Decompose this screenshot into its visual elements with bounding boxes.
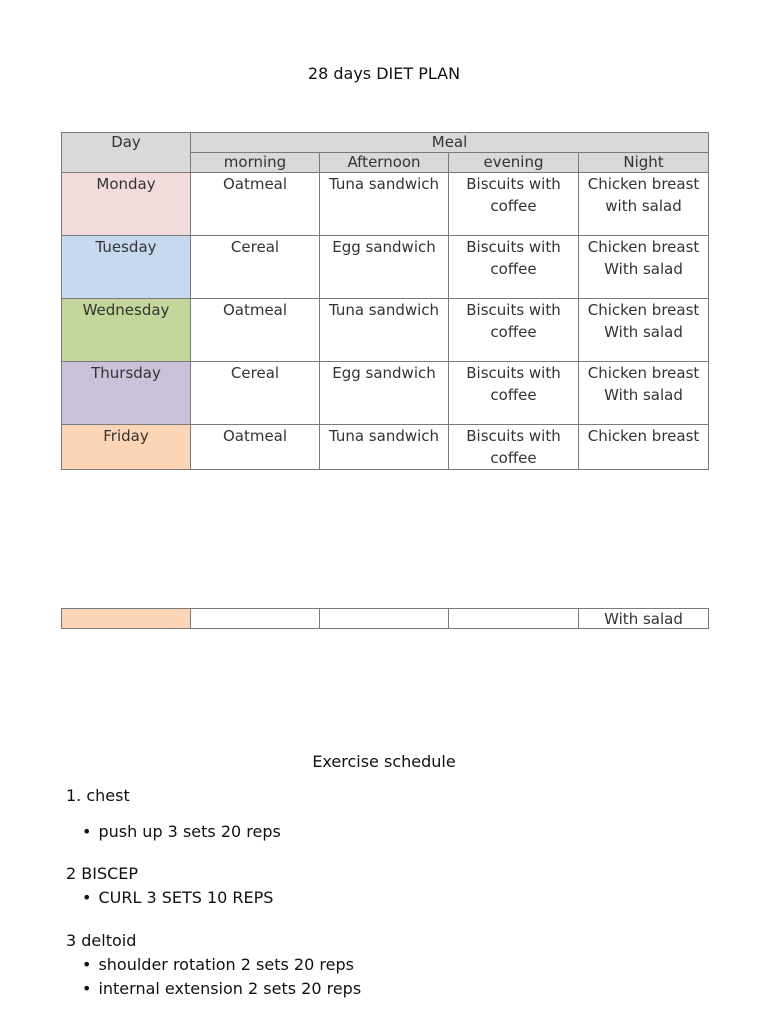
diet-plan-table-continuation <box>61 608 709 629</box>
meal-cell: Chicken breast With salad <box>579 236 709 299</box>
meal-cell <box>449 609 579 629</box>
page-title: 28 days DIET PLAN <box>307 64 461 83</box>
meal-cell: Chicken breast <box>579 425 709 470</box>
day-cell: Thursday <box>62 362 191 425</box>
meal-cell: Biscuits with coffee <box>449 236 579 299</box>
meal-cell: Tuna sandwich <box>320 173 449 236</box>
meal-cell: Biscuits with coffee <box>449 173 579 236</box>
meal-cell: Tuna sandwich <box>320 425 449 470</box>
day-cell: Monday <box>62 173 191 236</box>
column-header-evening: evening <box>449 153 579 173</box>
exercise-schedule-title: Exercise schedule <box>312 752 456 771</box>
meal-cell: Oatmeal <box>191 425 320 470</box>
day-header: Day <box>62 133 191 173</box>
meal-cell: Chicken breast with salad <box>579 173 709 236</box>
table-row-tuesday <box>62 236 709 299</box>
day-cell <box>62 609 191 629</box>
meal-cell: With salad <box>579 609 709 629</box>
meal-cell: Chicken breast With salad <box>579 299 709 362</box>
deltoid-list <box>82 953 361 1001</box>
list-item: • shoulder rotation 2 sets 20 reps <box>82 953 361 977</box>
section-heading-chest: 1. chest <box>66 786 130 805</box>
table-row-thursday <box>62 362 709 425</box>
meal-cell: Oatmeal <box>191 299 320 362</box>
column-header-night: Night <box>579 153 709 173</box>
meal-cell: Oatmeal <box>191 173 320 236</box>
bicep-list <box>82 886 273 910</box>
table-row-friday-continued <box>62 609 709 629</box>
meal-cell: Biscuits with coffee <box>449 362 579 425</box>
meal-cell: Chicken breast With salad <box>579 362 709 425</box>
list-item: • push up 3 sets 20 reps <box>82 820 281 844</box>
meal-cell: Biscuits with coffee <box>449 425 579 470</box>
meal-header: Meal <box>191 133 709 153</box>
list-item: • CURL 3 SETS 10 REPS <box>82 886 273 910</box>
table-row-wednesday <box>62 299 709 362</box>
list-item: • internal extension 2 sets 20 reps <box>82 977 361 1001</box>
meal-cell <box>320 609 449 629</box>
day-cell: Wednesday <box>62 299 191 362</box>
meal-cell: Tuna sandwich <box>320 299 449 362</box>
meal-cell: Biscuits with coffee <box>449 299 579 362</box>
day-cell: Tuesday <box>62 236 191 299</box>
meal-cell: Egg sandwich <box>320 362 449 425</box>
section-heading-bicep: 2 BISCEP <box>66 864 139 883</box>
column-header-morning: morning <box>191 153 320 173</box>
meal-cell: Cereal <box>191 236 320 299</box>
day-cell: Friday <box>62 425 191 470</box>
column-header-afternoon: Afternoon <box>320 153 449 173</box>
section-heading-deltoid: 3 deltoid <box>66 931 137 950</box>
diet-plan-table <box>61 132 709 470</box>
meal-cell <box>191 609 320 629</box>
table-row-monday <box>62 173 709 236</box>
meal-cell: Cereal <box>191 362 320 425</box>
meal-cell: Egg sandwich <box>320 236 449 299</box>
table-row-friday <box>62 425 709 470</box>
chest-list <box>82 820 281 844</box>
